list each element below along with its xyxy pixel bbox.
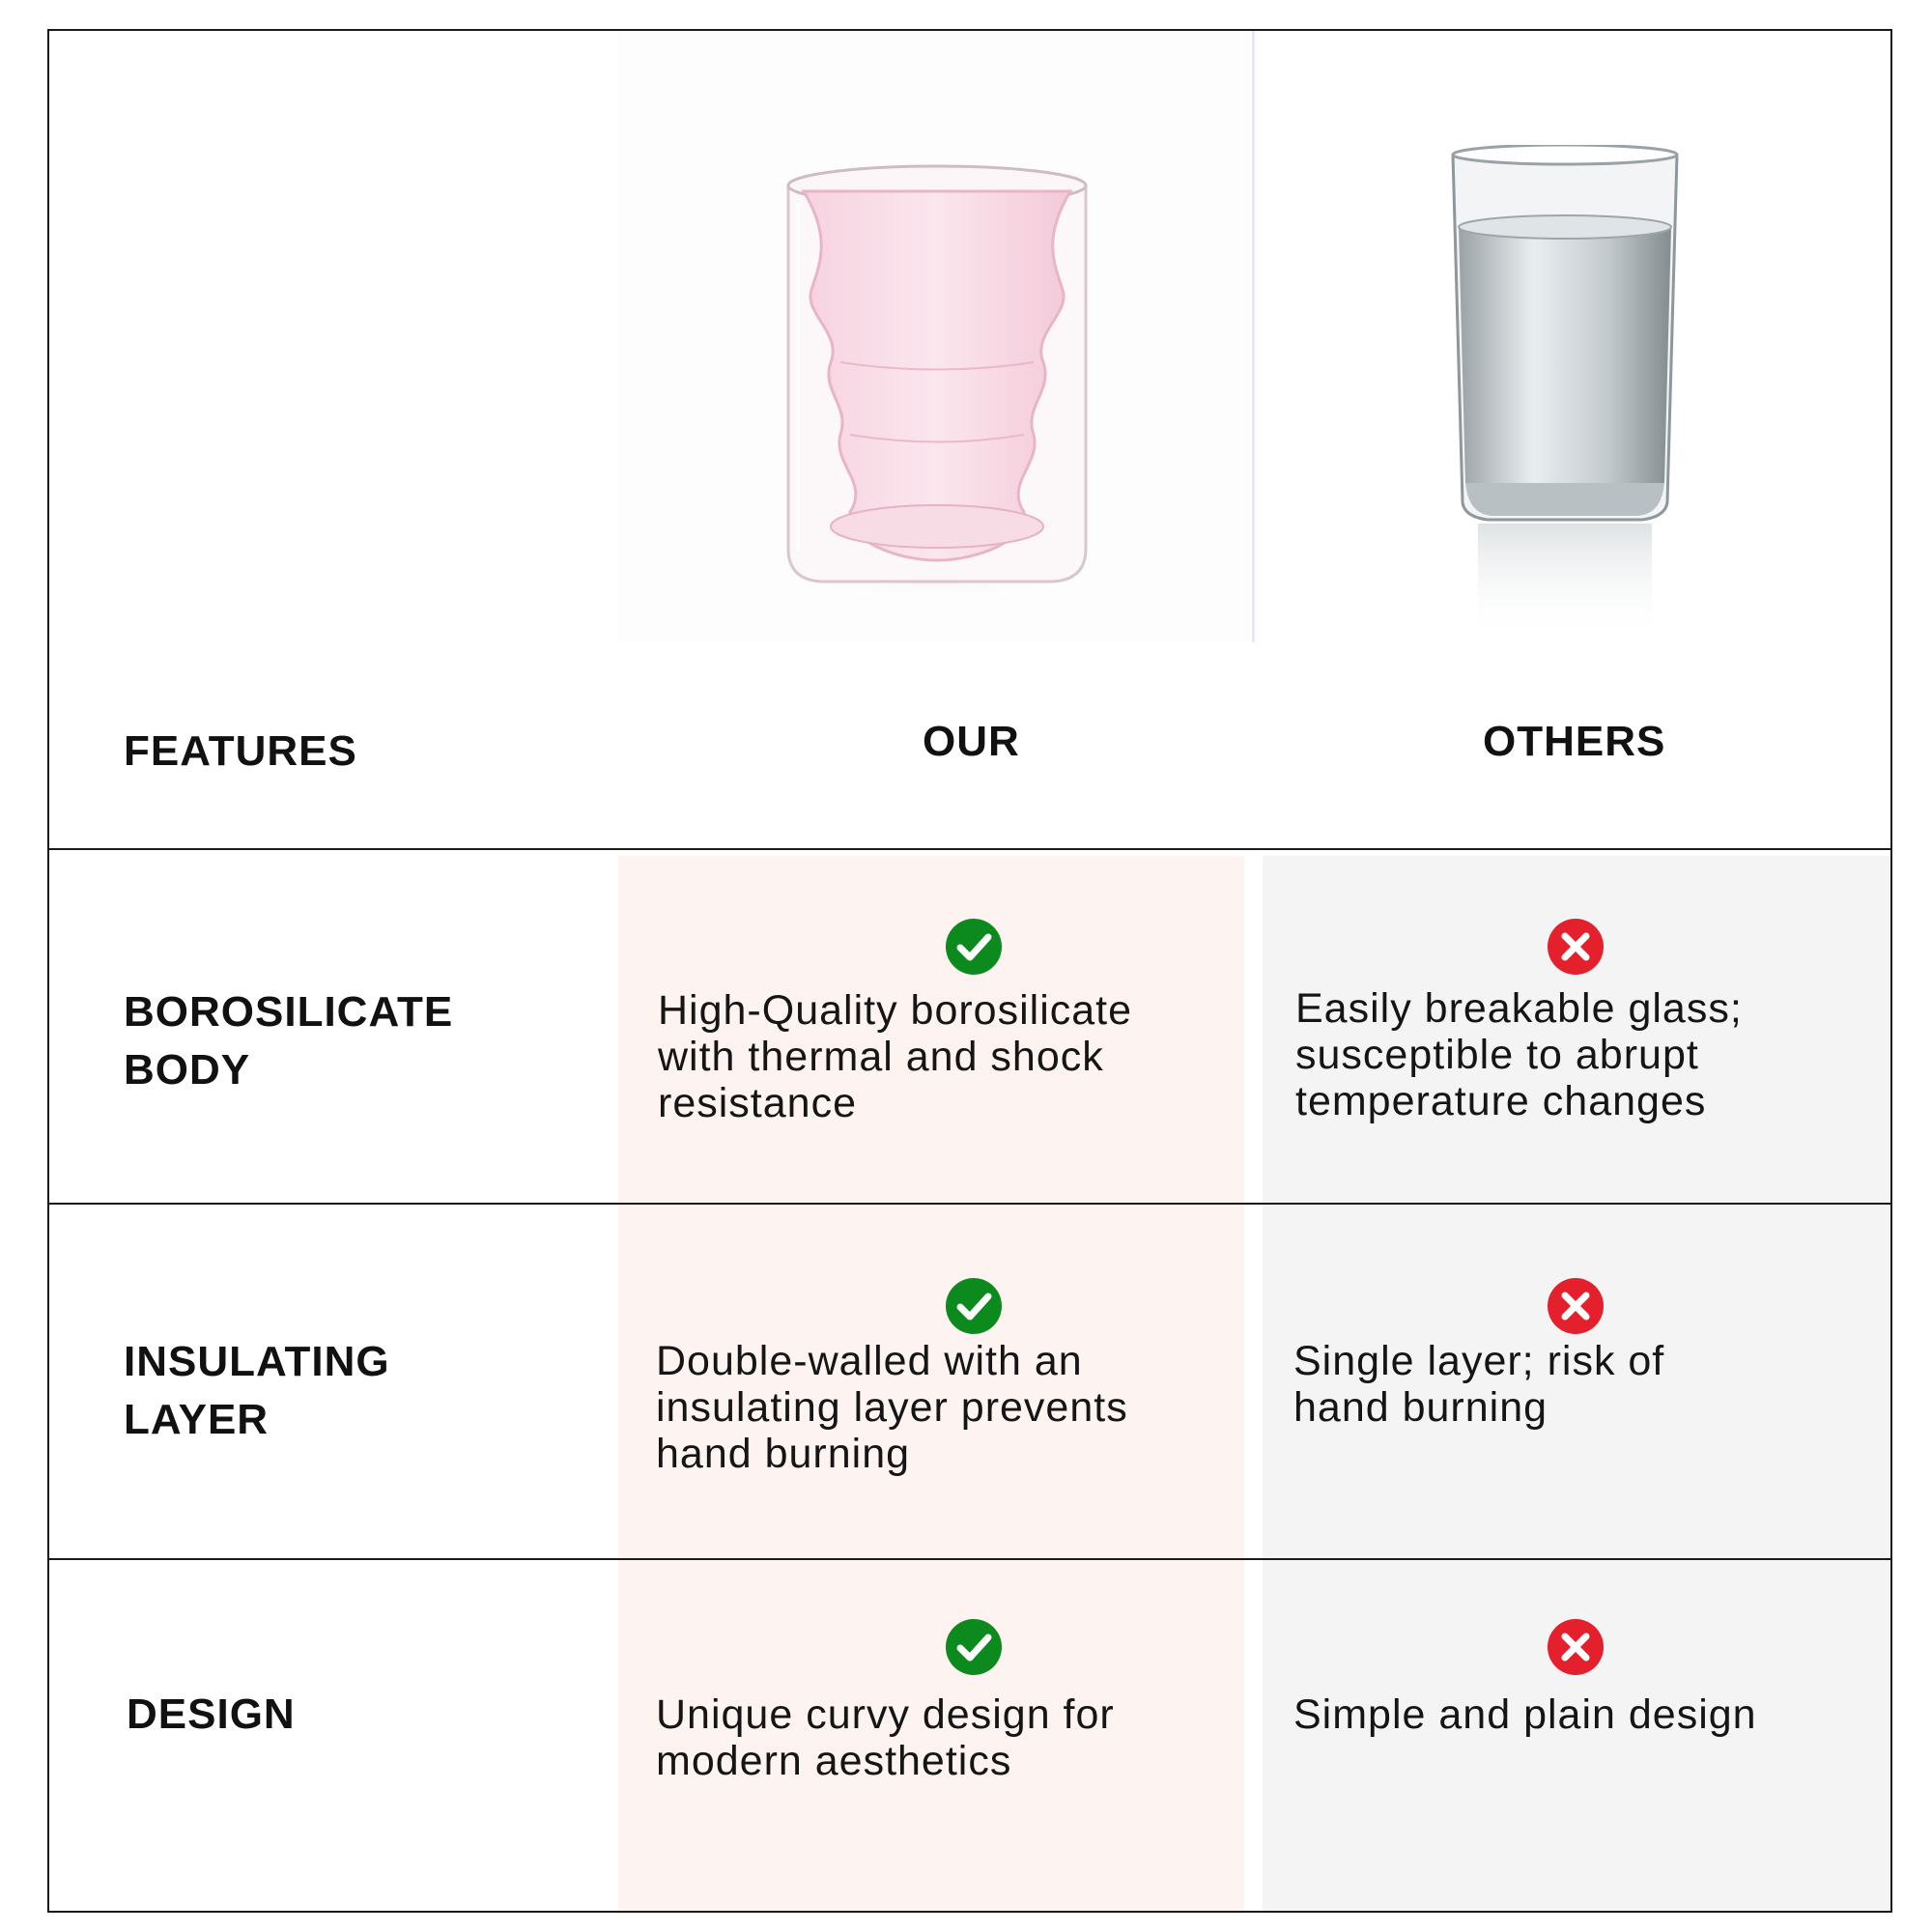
cell-line: temperature changes — [1295, 1078, 1707, 1124]
cell-line: hand burning — [1293, 1384, 1548, 1431]
feature-label-design — [127, 1686, 532, 1744]
feature-label-line: INSULATING — [124, 1338, 390, 1385]
others-cell-borosilicate — [1295, 985, 1743, 1124]
cell-line: Unique curvy design for — [656, 1691, 1115, 1738]
cell-line: Single layer; risk of — [1293, 1338, 1665, 1384]
cell-line: modern aesthetics — [656, 1738, 1012, 1784]
row-divider — [47, 1203, 1892, 1205]
cell-line: insulating layer prevents — [656, 1384, 1128, 1431]
row-divider — [47, 1558, 1892, 1560]
features-header: FEATURES — [124, 727, 357, 775]
cell-line: hand burning — [656, 1431, 911, 1477]
cross-icon — [1547, 1277, 1605, 1335]
feature-label-borosilicate — [124, 983, 529, 1099]
cell-line: with thermal and shock — [658, 1034, 1104, 1080]
cross-icon — [1547, 918, 1605, 976]
cell-line: Double-walled with an — [656, 1338, 1083, 1384]
others-cell-insulating — [1293, 1338, 1664, 1431]
our-cell-borosilicate — [658, 987, 1132, 1126]
our-cell-design — [656, 1691, 1115, 1784]
cell-line: resistance — [658, 1080, 857, 1126]
feature-label-insulating — [124, 1333, 529, 1449]
others-cell-design — [1293, 1691, 1757, 1738]
row-divider — [47, 848, 1892, 850]
cell-line: susceptible to abrupt — [1295, 1032, 1699, 1078]
check-icon — [945, 1618, 1003, 1676]
cell-line: Simple and plain design — [1293, 1691, 1757, 1738]
cell-line: Easily breakable glass; — [1295, 985, 1743, 1032]
our-cell-insulating — [656, 1338, 1128, 1477]
others-header: OTHERS — [1483, 718, 1666, 765]
feature-label-line: BODY — [124, 1046, 251, 1094]
feature-label-line: LAYER — [124, 1396, 270, 1443]
feature-label-line: DESIGN — [127, 1690, 296, 1738]
check-icon — [945, 1277, 1003, 1335]
cross-icon — [1547, 1618, 1605, 1676]
our-header: OUR — [923, 718, 1020, 765]
check-icon — [945, 918, 1003, 976]
cell-line: High-Quality borosilicate — [658, 987, 1133, 1034]
feature-label-line: BOROSILICATE — [124, 988, 454, 1036]
